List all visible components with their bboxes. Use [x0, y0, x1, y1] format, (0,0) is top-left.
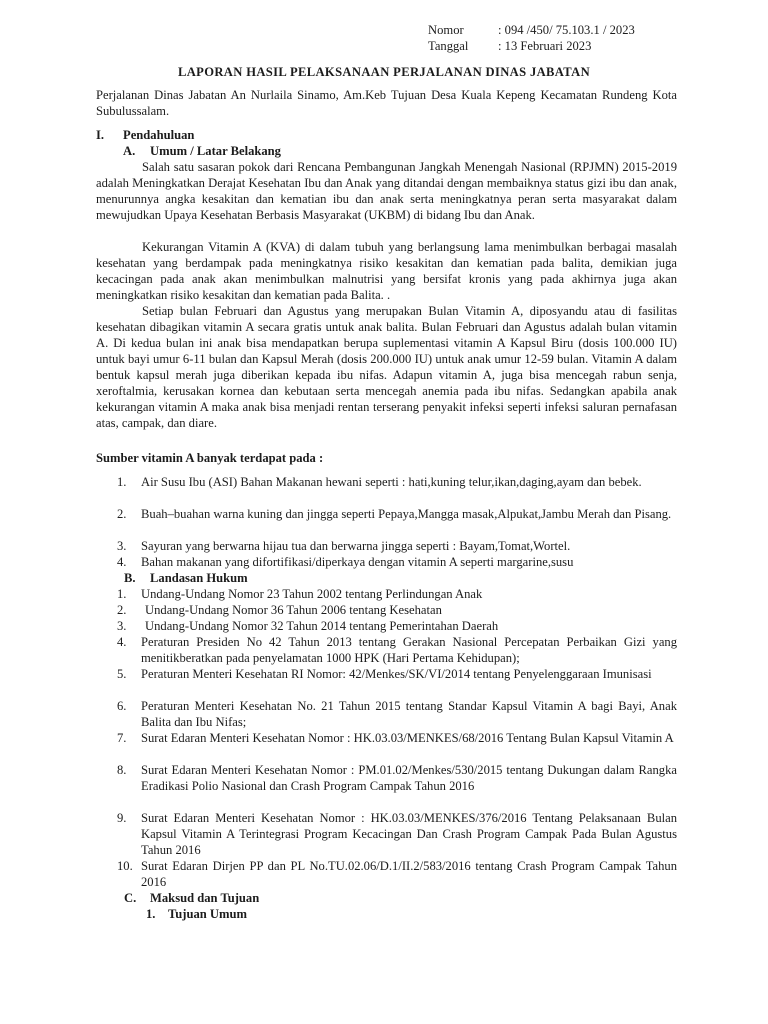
nomor-row: [428, 22, 635, 38]
hukum-item-number: 4.: [117, 635, 127, 649]
section-1-number: I.: [96, 128, 105, 142]
hukum-item-number: 3.: [117, 619, 127, 633]
hukum-item-number: 5.: [117, 667, 127, 681]
hukum-item-number: 6.: [117, 699, 127, 713]
tanggal-value: : 13 Februari 2023: [498, 39, 592, 53]
subsection-b-title: Landasan Hukum: [150, 571, 248, 585]
subsection-c-title: Maksud dan Tujuan: [150, 891, 260, 905]
sumber-item-number: 1.: [117, 475, 127, 489]
tujuan-umum-number: 1.: [146, 907, 156, 921]
sumber-item: Sayuran yang berwarna hijau tua dan berwarna jingga seperti : Bayam,Tomat,Wortel.: [141, 539, 571, 553]
latar-belakang-paragraph-3: Setiap bulan Februari dan Agustus yang merupakan Bulan Vitamin A, diposyandu atau di fasilitas kesehatan dibagikan vitamin A secara gratis untuk anak balita. Bulan Februari dan Agustus adalah bulan vitamin A. Di kedua bulan ini anak bisa mendapatkan berupa suplementasi vitamin A Kapsul Biru (dosis 100.000 IU) untuk bayi umur 6-11 bulan dan Kapsul Merah (dosis 200.000 IU) untuk anak umur 12-59 bulan. Vitamin A dalam bentuk kapsul merah juga diberikan kepada ibu nifas. Adapun vitamin A, juga bisa mencegah rabun senja, xeroftalmia, kerusakan kornea dan kebutaan serta mencegah anemia pada ibu nifas. Sedangkan apabila anak kekurangan vitamin A maka anak bisa menjadi rentan terserang penyakit infeksi seperti infeksi saluran pernafasan atas, campak, dan diare.: [96, 304, 677, 430]
document-title: LAPORAN HASIL PELAKSANAAN PERJALANAN DINAS JABATAN: [177, 65, 591, 79]
hukum-item: Surat Edaran Dirjen PP dan PL No.TU.02.06/D.1/II.2/583/2016 tentang Crash Program Campak Tahun 2016: [141, 859, 677, 889]
subsection-a-title: Umum / Latar Belakang: [150, 144, 281, 158]
document-header: [428, 22, 635, 54]
subsection-b-letter: B.: [124, 571, 136, 585]
hukum-item: Surat Edaran Menteri Kesehatan Nomor : HK.03.03/MENKES/376/2016 Tentang Pelaksanaan Bulan Kapsul Vitamin A Terintegrasi Program Kecacingan Dan Crash Program Campak Pada Bulan Agustus Tahun 2016: [141, 811, 677, 857]
nomor-label: Nomor: [428, 23, 464, 37]
tanggal-label: Tanggal: [428, 39, 469, 53]
hukum-item: Undang-Undang Nomor 36 Tahun 2006 tentang Kesehatan: [145, 603, 442, 617]
hukum-item: Peraturan Presiden No 42 Tahun 2013 tentang Gerakan Nasional Percepatan Perbaikan Gizi yang menitikberatkan pada penyelamatan 1000 HPK (Hari Pertama Kehidupan);: [141, 635, 677, 665]
hukum-item: Surat Edaran Menteri Kesehatan Nomor : HK.03.03/MENKES/68/2016 Tentang Bulan Kapsul Vitamin A: [141, 731, 674, 745]
sumber-item-number: 2.: [117, 507, 127, 521]
sumber-item-number: 3.: [117, 539, 127, 553]
hukum-item: Peraturan Menteri Kesehatan No. 21 Tahun 2015 tentang Standar Kapsul Vitamin A bagi Bayi, Anak Balita dan Ibu Nifas;: [141, 699, 677, 729]
hukum-item: Surat Edaran Menteri Kesehatan Nomor : PM.01.02/Menkes/530/2015 tentang Dukungan dalam Rangka Eradikasi Polio Nasional dan Crash Program Campak Tahun 2016: [141, 763, 677, 793]
hukum-item-number: 9.: [117, 811, 127, 825]
intro-paragraph: Perjalanan Dinas Jabatan An Nurlaila Sinamo, Am.Keb Tujuan Desa Kuala Kepeng Kecamatan Rundeng Kota Subulussalam.: [96, 88, 677, 118]
tanggal-row: [428, 38, 635, 54]
subsection-c-letter: C.: [124, 891, 137, 905]
hukum-item-number: 7.: [117, 731, 127, 745]
section-1-title: Pendahuluan: [123, 128, 195, 142]
nomor-value: : 094 /450/ 75.103.1 / 2023: [498, 23, 635, 37]
latar-belakang-paragraph-2: Kekurangan Vitamin A (KVA) di dalam tubuh yang berlangsung lama menimbulkan berbagai masalah kesehatan yang berdampak pada meningkatnya risiko kesakitan dan kematian pada balita, demikian juga kecacingan pada anak akan menimbulkan malnutrisi yang bersifat kronis yang pada akhirnya juga akan meningkatkan risiko kesakitan dan kematian pada Balita. .: [96, 240, 677, 302]
sumber-item: Air Susu Ibu (ASI) Bahan Makanan hewani seperti : hati,kuning telur,ikan,daging,ayam dan bebek.: [141, 475, 642, 489]
tujuan-umum-title: Tujuan Umum: [168, 907, 247, 921]
hukum-item: Undang-Undang Nomor 32 Tahun 2014 tentang Pemerintahan Daerah: [145, 619, 499, 633]
subsection-a-letter: A.: [123, 144, 136, 158]
hukum-item: Peraturan Menteri Kesehatan RI Nomor: 42/Menkes/SK/VI/2014 tentang Penyelenggaraan Imunisasi: [141, 667, 652, 681]
hukum-item-number: 10.: [117, 859, 133, 873]
sumber-item-number: 4.: [117, 555, 127, 569]
hukum-item-number: 2.: [117, 603, 127, 617]
latar-belakang-paragraph-1: Salah satu sasaran pokok dari Rencana Pembangunan Jangkah Menengah Nasional (RPJMN) 2015-2019 adalah Meningkatkan Derajat Kesehatan Ibu dan Anak yang ditandai dengan membaiknya status gizi ibu dan anak, menurunnya angka kesakitan dan kematian ibu dan anak serta meningkatnya peran serta masyarakat dalam mewujudkan Upaya Kesehatan Berbasis Masyarakat (UKBM) di bidang Ibu dan Anak.: [96, 160, 677, 222]
hukum-item: Undang-Undang Nomor 23 Tahun 2002 tentang Perlindungan Anak: [141, 587, 483, 601]
hukum-item-number: 1.: [117, 587, 127, 601]
hukum-item-number: 8.: [117, 763, 127, 777]
sumber-item: Bahan makanan yang difortifikasi/diperkaya dengan vitamin A seperti margarine,susu: [141, 555, 574, 569]
sumber-item: Buah–buahan warna kuning dan jingga seperti Pepaya,Mangga masak,Alpukat,Jambu Merah dan Pisang.: [141, 507, 672, 521]
sumber-vitamin-heading: Sumber vitamin A banyak terdapat pada :: [96, 451, 324, 465]
